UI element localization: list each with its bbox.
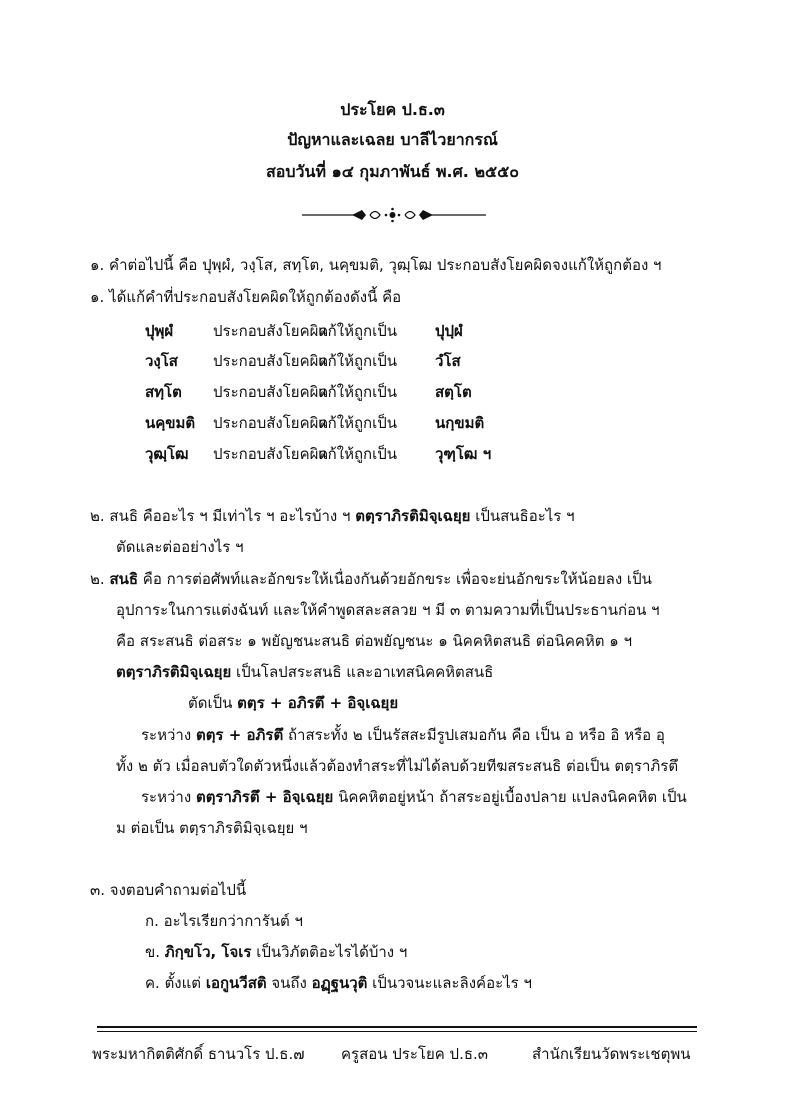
status-text: ประกอบสังโยคผิด	[213, 352, 329, 370]
q2-between1-text: ถ้าสระทั้ง ๒ เป็นรัสสะมีรูปเสมอกัน คือ เป็น อ หรือ อิ หรือ อุ	[283, 726, 665, 744]
title-line-3: สอบวันที่ ๑๔ กุมภาพันธ์ พ.ศ. ๒๕๕๐	[266, 162, 519, 181]
q2-answer-line2: อุปการะในการแต่งฉันท์ และให้คำพูดสละสลวย ฯ มี ๓ ตามความที่เป็นประธานก่อน ฯ	[116, 601, 660, 619]
correct-word: วํโส	[435, 352, 461, 370]
q2-question-b: เป็นสนธิอะไร ฯ	[470, 507, 575, 525]
footer-role: ครูสอน ประโยค ป.ธ.๓	[341, 1045, 489, 1063]
status-text: ประกอบสังโยคผิด	[213, 445, 329, 463]
q2-question	[90, 505, 575, 527]
q3-item-b-term: ภิกฺขโว, โจเร	[164, 943, 252, 961]
status-text: ประกอบสังโยคผิด	[213, 414, 329, 432]
status-text: ประกอบสังโยคผิด	[213, 322, 329, 340]
q2-answer-term: สนธิ	[109, 570, 139, 588]
q3-item-b-text: เป็นวิภัตติอะไรได้บ้าง ฯ	[251, 943, 408, 961]
q2-answer-line4	[116, 661, 493, 683]
footer-author: พระมหากิตติศักดิ์ ธานวโร ป.ธ.๗	[92, 1045, 305, 1063]
q2-between2-value: ตตฺราภิรตึ + อิจฺเฉยฺย	[195, 788, 334, 806]
q2-cut-value: ตตฺร + อภิรตึ + อิจฺเฉยฺย	[237, 694, 399, 712]
wrong-word: สทฺโต	[145, 383, 182, 401]
q2-answer-line1	[90, 568, 652, 590]
wrong-word: วงฺโส	[145, 352, 178, 370]
q3-item-c	[145, 972, 532, 994]
q2-question-line2: ตัดและต่ออย่างไร ฯ	[116, 538, 244, 556]
ornament-divider-icon	[0, 204, 785, 224]
q2-between1-value: ตตฺร + อภิรตึ	[195, 726, 284, 744]
q2-answer-text: คือ การต่อศัพท์และอักขระให้เนื่องกันด้วยอักขระ เพื่อจะย่นอักขระให้น้อยลง เป็น	[138, 570, 652, 588]
fix-label: แก้ให้ถูกเป็น	[318, 352, 398, 370]
q1-answer-intro: ๑. ได้แก้คำที่ประกอบสังโยคผิดให้ถูกต้องดังนี้ คือ	[90, 288, 402, 306]
q3-item-b	[145, 941, 407, 963]
q3-item-a-text: อะไรเรียกว่าการันต์ ฯ	[163, 912, 303, 930]
q3-item-c-mid: จนถึง	[266, 974, 312, 992]
fix-label: แก้ให้ถูกเป็น	[318, 414, 398, 432]
q3-item-c-prefix: ค. ตั้งแต่	[145, 974, 206, 992]
wrong-word: นคฺขมติ	[145, 414, 196, 432]
q2-answer-line4-text: เป็นโลปสระสนธิ และอาเทสนิคคหิตสนธิ	[231, 663, 494, 681]
q3-item-c-text: เป็นวจนะและลิงค์อะไร ฯ	[367, 974, 532, 992]
q2-answer-line4-term: ตตฺราภิรติมิจฺเฉยฺย	[116, 663, 232, 681]
status-text: ประกอบสังโยคผิด	[213, 383, 329, 401]
q2-answer-number: ๒.	[90, 570, 110, 588]
fix-label: แก้ให้ถูกเป็น	[318, 383, 398, 401]
q2-between2-line	[141, 786, 687, 808]
q2-question-a: ๒. สนธิ คืออะไร ฯ มีเท่าไร ฯ อะไรบ้าง ฯ	[90, 507, 356, 525]
wrong-word: ปุพฺผํ	[145, 322, 174, 340]
q3-item-a	[145, 910, 303, 932]
q2-between1-line2: ทั้ง ๒ ตัว เมื่อลบตัวใดตัวหนึ่งแล้วต้องทำสระที่ไม่ได้ลบด้วยทีฆสระสนธิ ต่อเป็น ตตฺราภิรตึ	[116, 757, 679, 775]
footer-institution: สำนักเรียนวัดพระเชตุพน	[532, 1045, 691, 1063]
title-line-1: ประโยค ป.ธ.๓	[340, 100, 445, 119]
q2-answer-line3: คือ สระสนธิ ต่อสระ ๑ พยัญชนะสนธิ ต่อพยัญชนะ ๑ นิคคหิตสนธิ ต่อนิคคหิต ๑ ฯ	[116, 632, 632, 650]
title-line-2: ปัญหาและเฉลย บาลีไวยากรณ์	[287, 130, 498, 149]
correct-word: สตฺโต	[435, 383, 472, 401]
q3-item-c-term2: อฏฺฐนวุติ	[311, 974, 368, 992]
q2-cut-line	[188, 692, 398, 714]
q3-item-b-prefix: ข.	[145, 943, 165, 961]
footer-divider	[97, 1026, 697, 1032]
q2-between2-label: ระหว่าง	[141, 788, 196, 806]
correct-word: ปุปฺผํ	[435, 322, 463, 340]
q3-item-a-prefix: ก.	[145, 912, 164, 930]
fix-label: แก้ให้ถูกเป็น	[318, 322, 398, 340]
wrong-word: วุฒฺโฒ	[145, 445, 189, 463]
q2-between1-line	[141, 724, 665, 746]
q2-between2-line2: ม ต่อเป็น ตตฺราภิรติมิจฺเฉยฺย ฯ	[116, 819, 308, 837]
q2-cut-label: ตัดเป็น	[188, 694, 238, 712]
q1-question: ๑. คำต่อไปนี้ คือ ปุพฺผํ, วงฺโส, สทฺโต, นคฺขมติ, วุฒฺโฒ ประกอบสังโยคผิดจงแก้ให้ถูกต้อง ฯ	[90, 256, 662, 274]
correct-word: วุฑฺโฒ ฯ	[435, 445, 492, 463]
fix-label: แก้ให้ถูกเป็น	[318, 445, 398, 463]
q3-question: ๓. จงตอบคำถามต่อไปนี้	[90, 881, 247, 899]
q2-between1-label: ระหว่าง	[141, 726, 196, 744]
q2-question-term: ตตฺราภิรติมิจฺเฉยฺย	[355, 507, 471, 525]
q3-item-c-term1: เอกูนวีสติ	[205, 974, 267, 992]
correct-word: นกฺขมติ	[435, 414, 485, 432]
q2-between2-text: นิคคหิตอยู่หน้า ถ้าสระอยู่เบื้องปลาย แปลงนิคคหิต เป็น	[333, 788, 687, 806]
